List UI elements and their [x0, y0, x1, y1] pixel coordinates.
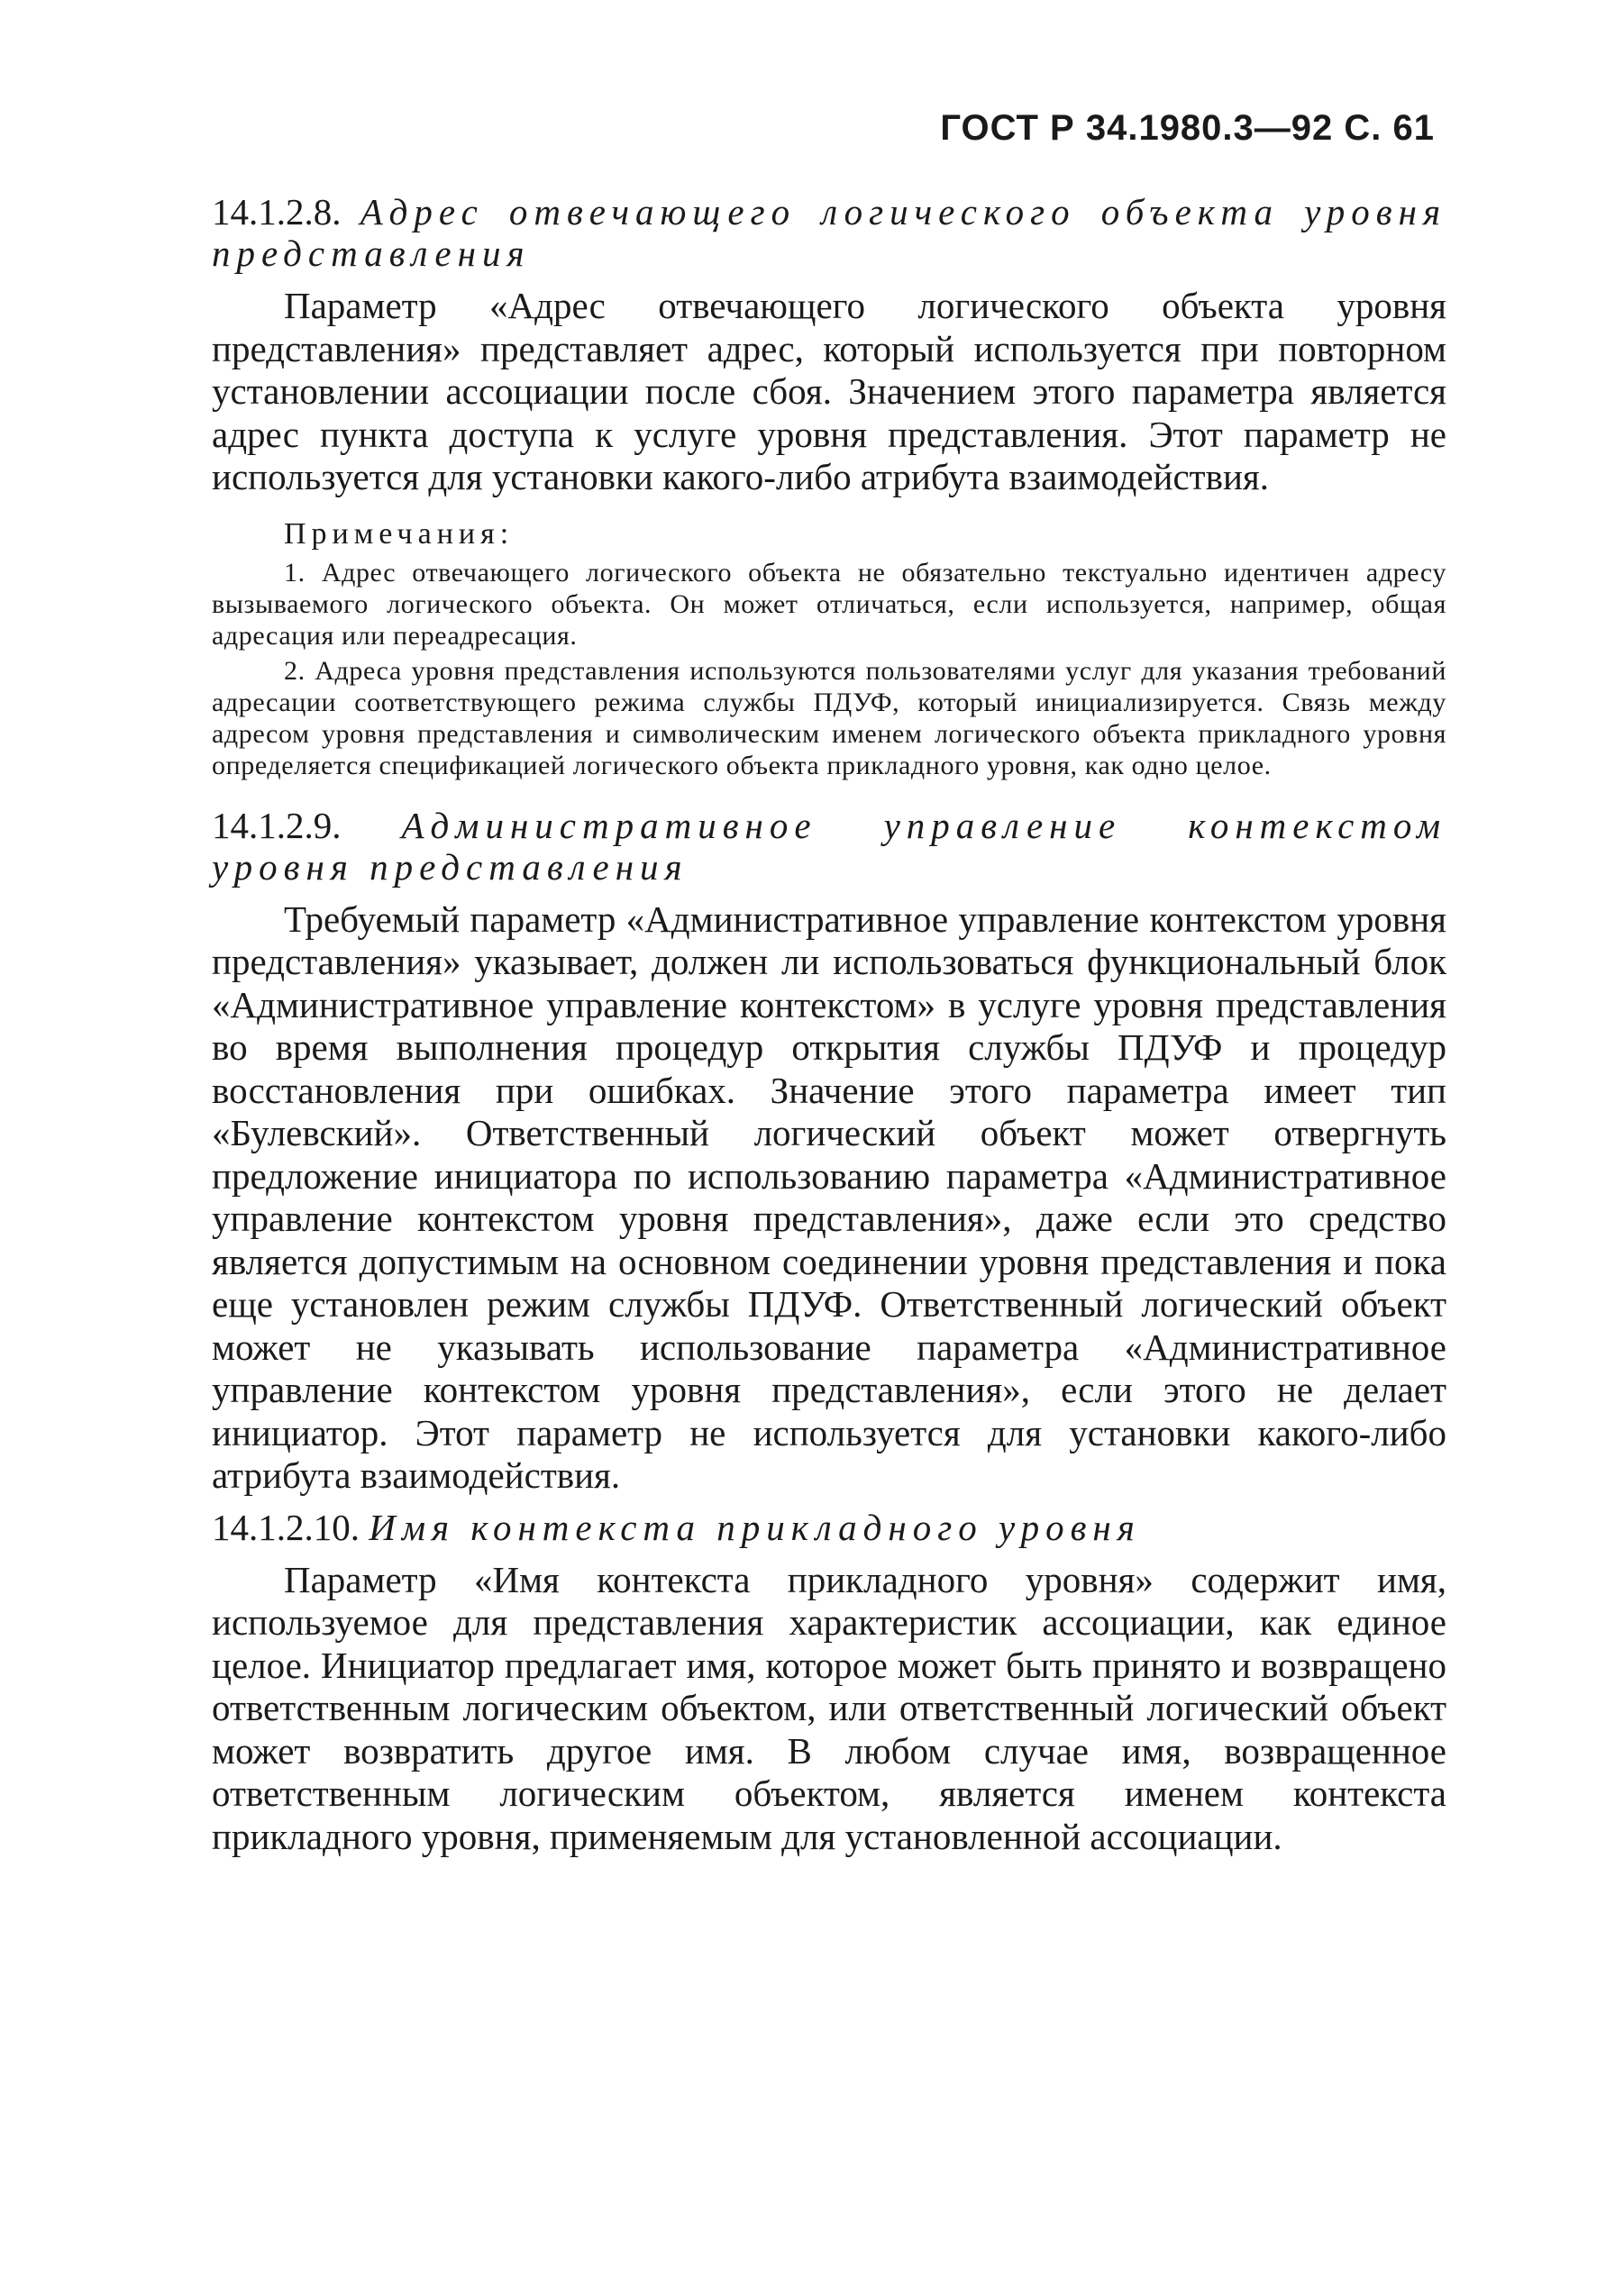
- note-item: 2. Адреса уровня представления используются пользователями услуг для указания требований адресации соответствующего режима службы ПДУФ, который инициализируется. Связь между адресом уровня представления и символическим именем логического объекта прикладного уровня определяется спецификацией логического объекта прикладного уровня, как одно целое.: [212, 655, 1446, 780]
- section-paragraph: Параметр «Имя контекста прикладного уровня» содержит имя, используемое для представления характеристик ассоциации, как единое целое. Инициатор предлагает имя, которое может быть принято и возвращено ответственным логическим объектом, или ответственный логический объект может возвратить другое имя. В любом случае имя, возвращенное ответственным логическим объектом, является именем контекста прикладного уровня, применяемым для установленной ассоциации.: [212, 1558, 1446, 1857]
- section-title: Имя контекста прикладного уровня: [369, 1506, 1141, 1548]
- page-content: [212, 191, 1446, 1858]
- section-number: 14.1.2.8.: [212, 191, 342, 232]
- section-paragraph: Параметр «Адрес отвечающего логического объекта уровня представления» представляет адрес, который используется при повторном установлении ассоциации после сбоя. Значением этого параметра является адрес пункта доступа к услуге уровня представления. Этот параметр не используется для установки какого-либо атрибута взаимодействия.: [212, 285, 1446, 497]
- section-title: Административное управление контекстом уровня представления: [212, 804, 1446, 888]
- section-heading: [212, 805, 1446, 888]
- section-number: 14.1.2.10.: [212, 1506, 360, 1548]
- section-paragraph: Требуемый параметр «Административное управление контекстом уровня представления» указывает, должен ли использоваться функциональный блок «Административное управление контекстом» в услуге уровня представления во время выполнения процедур открытия службы ПДУФ и процедур восстановления при ошибках. Значение этого параметра имеет тип «Булевский». Ответственный логический объект может отвергнуть предложение инициатора по использованию параметра «Административное управление контекстом уровня представления», даже если это средство является допустимым на основном соединении уровня представления и пока еще установлен режим службы ПДУФ. Ответственный логический объект может не указывать использование параметра «Административное управление контекстом уровня представления», если этого не делает инициатор. Этот параметр не используется для установки какого-либо атрибута взаимодействия.: [212, 898, 1446, 1496]
- notes-title: Примечания:: [284, 516, 515, 551]
- section-title: Адрес отвечающего логического объекта уровня представления: [212, 191, 1446, 274]
- section-heading: [212, 191, 1446, 274]
- section-number: 14.1.2.9.: [212, 804, 342, 846]
- page-header: ГОСТ Р 34.1980.3—92 С. 61: [940, 108, 1435, 148]
- note-item: 1. Адрес отвечающего логического объекта не обязательно текстуально идентичен адресу вызываемого логического объекта. Он может отличаться, если используется, например, общая адресация или переадресация.: [212, 557, 1446, 651]
- section-heading: [212, 1507, 1446, 1548]
